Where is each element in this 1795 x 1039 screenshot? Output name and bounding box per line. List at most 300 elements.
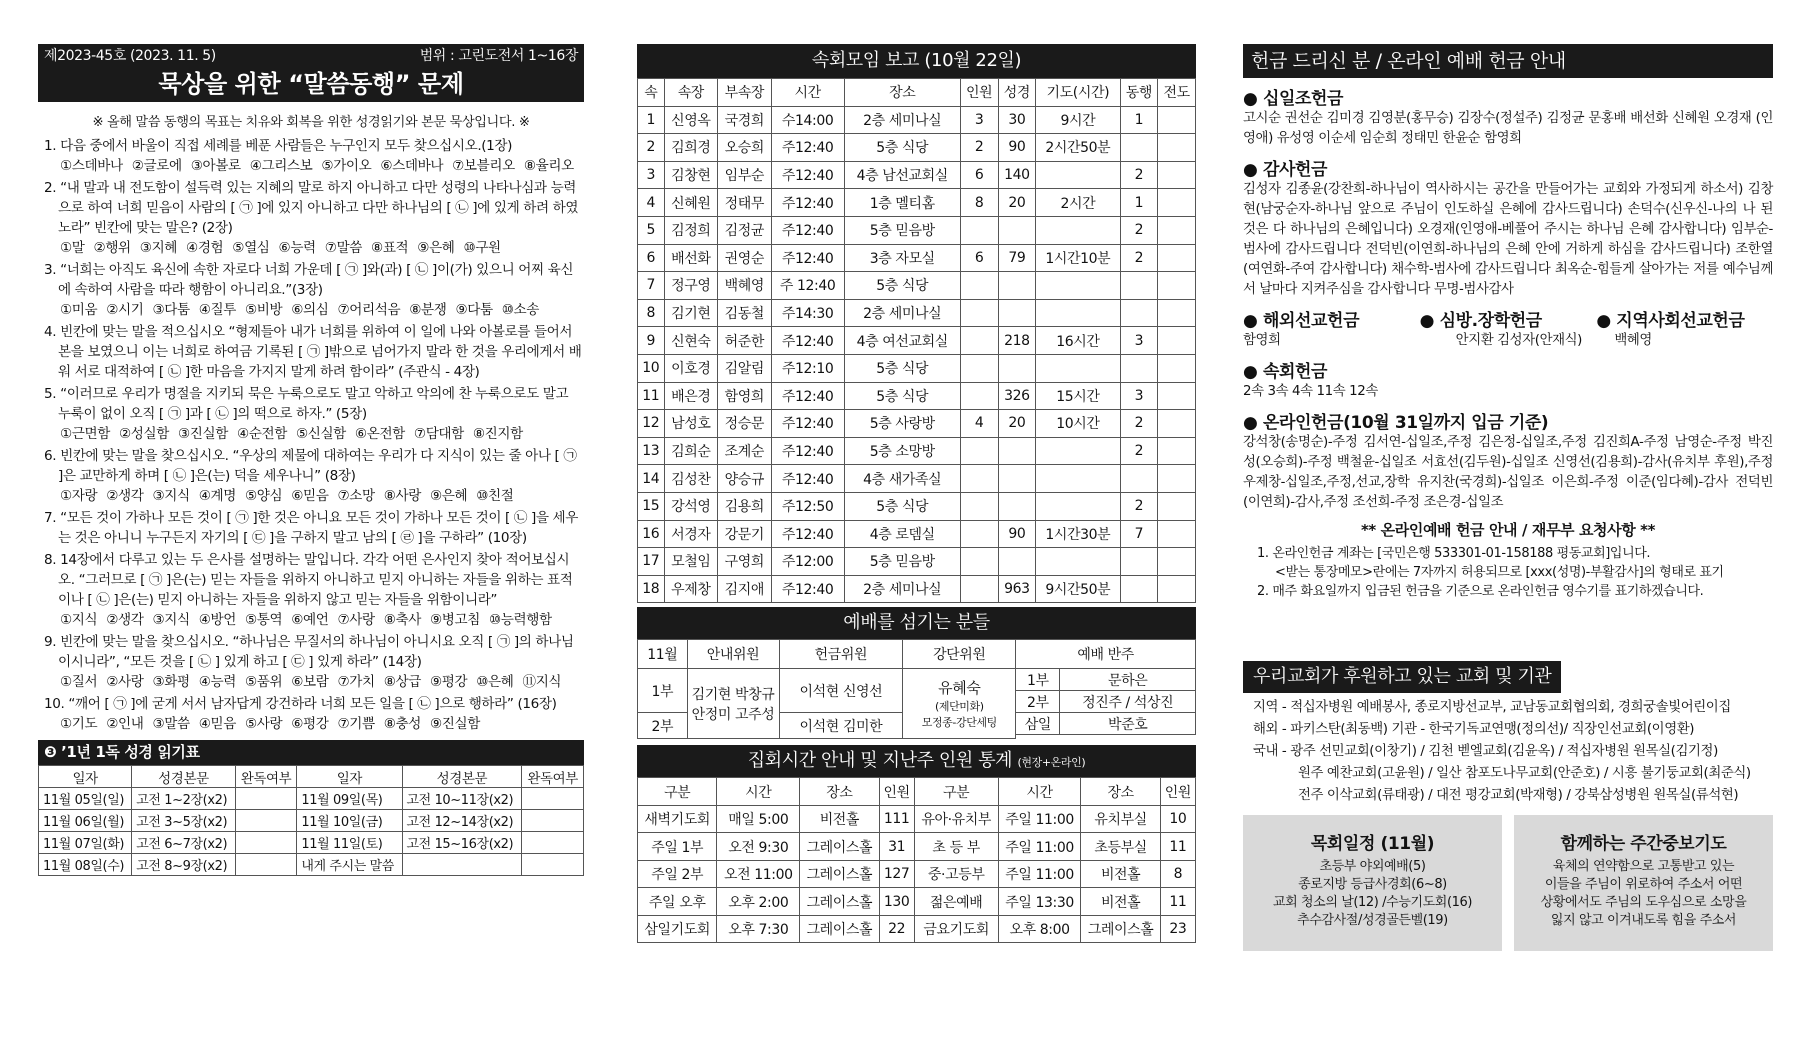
meeting-cell: 2 bbox=[1120, 244, 1158, 272]
question-list bbox=[38, 136, 584, 734]
h-usher: 안내위원 bbox=[687, 640, 779, 669]
schedule-cell: 23 bbox=[1160, 915, 1195, 943]
meeting-cell: 김성찬 bbox=[664, 465, 718, 493]
schedule-cell: 그레이스홀 bbox=[800, 888, 879, 916]
misc-offerings bbox=[1243, 306, 1773, 351]
meeting-cell bbox=[1036, 216, 1120, 244]
meeting-cell: 4 bbox=[638, 189, 665, 217]
meeting-cell: 주12:40 bbox=[771, 327, 844, 355]
meeting-cell bbox=[998, 492, 1036, 520]
meeting-cell: 30 bbox=[998, 106, 1036, 134]
schedule-header: 인원 bbox=[1160, 778, 1195, 806]
meeting-cell: 1시간10분 bbox=[1036, 244, 1120, 272]
meeting-cell bbox=[960, 327, 998, 355]
tithe-list: 고시순 권선순 김미경 김영분(홍무승) 김장수(정설주) 김정균 문홍배 배선화 신혜원 오경재 (인영애) 유성영 이순세 임순희 정태민 한윤순 함영희 bbox=[1243, 111, 1773, 146]
meeting-cell: 양승규 bbox=[718, 465, 772, 493]
meeting-cell bbox=[1158, 575, 1196, 603]
pastoral-title: 목회일정 (11월) bbox=[1310, 834, 1435, 854]
option: ⑤통역 bbox=[245, 612, 283, 628]
support-list bbox=[1243, 697, 1773, 807]
option: ⑥능력 bbox=[278, 240, 316, 256]
meeting-cell: 오승희 bbox=[718, 134, 772, 162]
schedule-cell: 그레이스홀 bbox=[1081, 915, 1160, 943]
schedule-cell: 매일 5:00 bbox=[717, 805, 800, 833]
option: ⑩구원 bbox=[463, 240, 501, 256]
meeting-cell: 4층 남선교회실 bbox=[844, 161, 960, 189]
meeting-cell bbox=[1158, 106, 1196, 134]
local-block bbox=[1596, 306, 1773, 351]
option: ⑥평강 bbox=[291, 716, 329, 732]
meeting-row bbox=[638, 410, 1196, 438]
meeting-cell: 배선화 bbox=[664, 244, 718, 272]
meeting-cell: 주12:40 bbox=[771, 437, 844, 465]
meeting-cell bbox=[1158, 548, 1196, 576]
meeting-cell: 5층 식당 bbox=[844, 134, 960, 162]
option: ④능력 bbox=[198, 674, 236, 690]
meeting-header: 장소 bbox=[844, 79, 960, 107]
meeting-cell bbox=[1158, 216, 1196, 244]
option: ⑧축사 bbox=[383, 612, 421, 628]
w2: 2부 bbox=[638, 713, 688, 739]
option: ⑦가치 bbox=[337, 674, 375, 690]
meeting-header: 시간 bbox=[771, 79, 844, 107]
reading-cell bbox=[522, 854, 584, 876]
option: ⑧사랑 bbox=[383, 488, 421, 504]
meeting-cell: 신혜원 bbox=[664, 189, 718, 217]
meeting-cell bbox=[1158, 244, 1196, 272]
option: ③다툼 bbox=[152, 302, 190, 318]
option: ③지식 bbox=[152, 612, 190, 628]
option: ②글로에 bbox=[131, 158, 182, 174]
meeting-cell: 13 bbox=[638, 437, 665, 465]
acc1: 문하은 bbox=[1060, 669, 1196, 691]
issue-header bbox=[38, 44, 584, 68]
schedule-cell: 오후 2:00 bbox=[717, 888, 800, 916]
prayer-line: 상황에서도 주님의 도우심으로 소망을 bbox=[1540, 895, 1747, 910]
option: ①미움 bbox=[60, 302, 98, 318]
meeting-cell: 7 bbox=[638, 272, 665, 300]
meeting-cell bbox=[1036, 272, 1120, 300]
meeting-cell: 963 bbox=[998, 575, 1036, 603]
meeting-header: 기도(시간) bbox=[1036, 79, 1120, 107]
question bbox=[38, 178, 584, 258]
option: ④질투 bbox=[198, 302, 236, 318]
meeting-cell: 1시간30분 bbox=[1036, 520, 1120, 548]
meeting-cell bbox=[960, 272, 998, 300]
option: ③말씀 bbox=[152, 716, 190, 732]
h-accomp: 예배 반주 bbox=[1016, 640, 1196, 669]
meeting-cell: 남성호 bbox=[664, 410, 718, 438]
local-list: 백혜영 bbox=[1614, 333, 1652, 348]
altar-note2: 모정종-강단세팅 bbox=[921, 716, 997, 730]
reading-cell: 고전 8~9장(ⅹ2) bbox=[132, 854, 235, 876]
question-options bbox=[58, 300, 584, 320]
question-text: 4. 빈칸에 맞는 말을 적으십시오 “형제들아 내가 너희를 위하여 이 일에 나와 아볼로를 들어서 본을 보였으니 이는 너희로 하여금 기록된 [ ㉠ ]밖으로 넘어가지 말라 한 것을 우리에게서 배워 서로 대적하여 [ ㉡ ]한 마음을 가지지 말게 하려 함이라” (주관식 - 4장) bbox=[44, 324, 582, 380]
page-title: 묵상을 위한 “말씀동행” 문제 bbox=[38, 68, 584, 102]
reading-header: 성경본문 bbox=[132, 766, 235, 788]
schedule-cell: 오후 8:00 bbox=[998, 915, 1081, 943]
pastoral-box bbox=[1243, 815, 1502, 951]
question-text: 6. 빈칸에 맞는 말을 찾으십시오. “우상의 제물에 대하여는 우리가 다 지식이 있는 줄 아나 [ ㉠ ]은 교만하게 하며 [ ㉡ ]은(는) 덕을 세우나니” (8장) bbox=[44, 448, 577, 484]
question-options bbox=[58, 156, 584, 176]
reading-row bbox=[39, 810, 584, 832]
reading-cell bbox=[522, 788, 584, 810]
meeting-row bbox=[638, 299, 1196, 327]
meeting-header: 성경 bbox=[998, 79, 1036, 107]
schedule-cell: 10 bbox=[1160, 805, 1195, 833]
meeting-cell: 4층 여선교회실 bbox=[844, 327, 960, 355]
reading-cell bbox=[235, 832, 297, 854]
meeting-cell: 모철임 bbox=[664, 548, 718, 576]
prayer-box bbox=[1514, 815, 1773, 951]
meeting-cell: 주12:00 bbox=[771, 548, 844, 576]
meeting-cell bbox=[960, 465, 998, 493]
option: ⑦기쁨 bbox=[337, 716, 375, 732]
schedule-cell: 11 bbox=[1160, 888, 1195, 916]
schedule-header: 장소 bbox=[1081, 778, 1160, 806]
altar-note1: (제단미화) bbox=[934, 700, 984, 714]
schedule-cell: 오후 7:30 bbox=[717, 915, 800, 943]
servers-table bbox=[637, 639, 1196, 739]
meeting-cell bbox=[1036, 161, 1120, 189]
schedule-header: 시간 bbox=[998, 778, 1081, 806]
meeting-cell: 김기현 bbox=[664, 299, 718, 327]
schedule-header: 인원 bbox=[879, 778, 914, 806]
question-options bbox=[58, 486, 584, 506]
schedule-cell: 130 bbox=[879, 888, 914, 916]
meeting-header: 전도 bbox=[1158, 79, 1196, 107]
meeting-cell bbox=[1158, 465, 1196, 493]
meeting-cell: 5 bbox=[638, 216, 665, 244]
meeting-cell: 서경자 bbox=[664, 520, 718, 548]
schedule-header: 시간 bbox=[717, 778, 800, 806]
reading-cell bbox=[235, 810, 297, 832]
notice-2: 2. 매주 화요일까지 입금된 헌금을 기준으로 온라인헌금 영수기를 표기하겠습니다. bbox=[1257, 584, 1704, 599]
meeting-cell: 9 bbox=[638, 327, 665, 355]
meeting-cell: 2 bbox=[960, 134, 998, 162]
option: ⑨은혜 bbox=[430, 488, 468, 504]
schedule-row bbox=[638, 860, 1196, 888]
meeting-cell: 2 bbox=[1120, 492, 1158, 520]
option: ①근면함 bbox=[60, 426, 110, 442]
meeting-cell: 정승문 bbox=[718, 410, 772, 438]
question-options bbox=[58, 610, 584, 630]
online-heading: ● 온라인헌금(10월 31일까지 입금 기준) bbox=[1243, 408, 1773, 433]
meeting-cell bbox=[960, 548, 998, 576]
schedule-row bbox=[638, 805, 1196, 833]
meeting-cell: 11 bbox=[638, 382, 665, 410]
meeting-cell bbox=[998, 354, 1036, 382]
meeting-cell: 정태무 bbox=[718, 189, 772, 217]
question-options bbox=[58, 672, 584, 692]
meeting-cell: 7 bbox=[1120, 520, 1158, 548]
scholar-heading: ● 심방.장학헌금 bbox=[1420, 306, 1597, 331]
schedule-cell: 오전 11:00 bbox=[717, 860, 800, 888]
option: ⑧율리오 bbox=[523, 158, 574, 174]
question bbox=[38, 632, 584, 692]
meeting-cell: 90 bbox=[998, 520, 1036, 548]
support-title: 우리교회가 후원하고 있는 교회 및 기관 bbox=[1243, 661, 1561, 693]
meeting-cell: 79 bbox=[998, 244, 1036, 272]
issue-number: 제2023-45호 (2023. 11. 5) bbox=[44, 48, 216, 64]
meeting-header: 속장 bbox=[664, 79, 718, 107]
support-line: 해외 - 파키스탄(최동백) 기관 - 한국기독교연맹(정의선)/ 직장인선교회(이영환) bbox=[1253, 722, 1695, 737]
option: ⑦사랑 bbox=[337, 612, 375, 628]
meeting-cell: 10 bbox=[638, 354, 665, 382]
option: ⑧분쟁 bbox=[409, 302, 447, 318]
question-text: 2. “내 말과 내 전도함이 설득력 있는 지혜의 말로 하지 아니하고 다만 성령의 나타나심과 능력으로 하여 너희 믿음이 사람의 [ ㉠ ]에 있지 아니하고 다만 하나님의 [ ㉡ ]에 있게 하려 하였노라” 빈칸에 맞는 말은? (2장) bbox=[44, 180, 579, 236]
meeting-cell: 5층 식당 bbox=[844, 272, 960, 300]
question bbox=[38, 322, 584, 382]
schedule-cell: 11 bbox=[1160, 833, 1195, 861]
meeting-cell bbox=[960, 354, 998, 382]
option: ⑨진실함 bbox=[430, 716, 480, 732]
meeting-cell: 주12:40 bbox=[771, 161, 844, 189]
meeting-row bbox=[638, 465, 1196, 493]
option: ②시기 bbox=[106, 302, 144, 318]
meeting-cell: 3층 자모실 bbox=[844, 244, 960, 272]
meeting-cell: 1층 멜티홈 bbox=[844, 189, 960, 217]
meeting-cell: 5층 사랑방 bbox=[844, 410, 960, 438]
option: ①기도 bbox=[60, 716, 98, 732]
meeting-cell bbox=[1158, 161, 1196, 189]
pastoral-item: 종로지방 등급사경회(6~8) bbox=[1298, 877, 1447, 892]
reading-cell bbox=[235, 788, 297, 810]
meeting-cell: 김지애 bbox=[718, 575, 772, 603]
meeting-cell: 임부순 bbox=[718, 161, 772, 189]
scholar-block bbox=[1420, 306, 1597, 351]
reading-header: 성경본문 bbox=[402, 766, 522, 788]
online-list: 강석창(송명순)-주정 김서연-십일조,주정 김은정-십일조,주정 김진희A-주정 남영순-주정 박진성(오승희)-주정 백철윤-십일조 서효선(김두원)-십일조 신영선(김용희)-감사(유치부 후원),주정 우제창-십일조,주정,선교,장학 유지찬(국경희)-십일조 이은희-주정 이준(임다혜)-감사 전덕빈(이연희)-감사,주정 조선희-주정 조은경-십일조 bbox=[1243, 435, 1773, 510]
option: ②성실함 bbox=[118, 426, 169, 442]
option: ②생각 bbox=[106, 488, 144, 504]
meeting-cell bbox=[960, 575, 998, 603]
support-line: 지역 - 적십자병원 예배봉사, 종로지방선교부, 교남동교회협의회, 경희궁솔빛어린이집 bbox=[1253, 700, 1731, 715]
question-text: 7. “모든 것이 가하나 모든 것이 [ ㉠ ]한 것은 아니요 모든 것이 가하나 모든 것이 [ ㉡ ]을 세우는 것은 아니니 누구든지 자기의 [ ㉢ ]을 구하지 말고 남의 [ ㉣ ]을 구하라” (10장) bbox=[44, 510, 578, 546]
reading-cell: 11월 08일(수) bbox=[39, 854, 132, 876]
reading-cell bbox=[235, 854, 297, 876]
schedule-title-text: 집회시간 안내 및 지난주 인원 통계 bbox=[747, 750, 1013, 772]
meeting-cell: 14 bbox=[638, 465, 665, 493]
option: ⑤신실함 bbox=[295, 426, 346, 442]
meeting-row bbox=[638, 327, 1196, 355]
option: ②인내 bbox=[106, 716, 144, 732]
meeting-cell: 2층 세미나실 bbox=[844, 106, 960, 134]
reading-cell: 고전 6~7장(ⅹ2) bbox=[132, 832, 235, 854]
meeting-cell: 김용희 bbox=[718, 492, 772, 520]
cell-heading: ● 속회헌금 bbox=[1243, 357, 1773, 382]
notice-1b: <받는 통장메모>란에는 7자까지 허용되므로 [xxx(성명)-부활감사]의 형태로 표기 bbox=[1275, 565, 1724, 580]
reading-cell: 내게 주시는 말씀 bbox=[297, 854, 402, 876]
meeting-cell: 주12:40 bbox=[771, 382, 844, 410]
acc2-label: 2부 bbox=[1016, 691, 1060, 713]
reading-header: 일자 bbox=[39, 766, 132, 788]
meeting-cell bbox=[1158, 272, 1196, 300]
meeting-cell: 1 bbox=[638, 106, 665, 134]
meeting-cell bbox=[1120, 465, 1158, 493]
meeting-cell bbox=[1120, 548, 1158, 576]
servers-month: 11월 bbox=[638, 640, 688, 669]
support-line: 원주 예찬교회(고윤원) / 일산 참포도나무교회(안준호) / 시흥 불기둥교회(최준식) bbox=[1298, 766, 1751, 781]
option: ⑥스데바나 bbox=[380, 158, 444, 174]
meeting-cell: 6 bbox=[638, 244, 665, 272]
meeting-cell bbox=[960, 382, 998, 410]
question-text: 9. 빈칸에 맞는 말을 찾으십시오. “하나님은 무질서의 하나님이 아니시요 오직 [ ㉠ ]의 하나님이시니라”, “모든 것을 [ ㉡ ] 있게 하고 [ ㉢ ] 있게 하라” (14장) bbox=[44, 634, 574, 670]
meeting-cell bbox=[960, 520, 998, 548]
meeting-cell: 수14:00 bbox=[771, 106, 844, 134]
option: ①스데바나 bbox=[60, 158, 123, 174]
question-text: 1. 다음 중에서 바울이 직접 세례를 베푼 사람들은 누구인지 모두 찾으십시오.(1장) bbox=[44, 138, 513, 154]
meeting-cell: 허준한 bbox=[718, 327, 772, 355]
meeting-row bbox=[638, 244, 1196, 272]
option: ⑨병고침 bbox=[430, 612, 480, 628]
meeting-cell: 15시간 bbox=[1036, 382, 1120, 410]
reports-column bbox=[637, 44, 1196, 943]
meeting-cell bbox=[1158, 299, 1196, 327]
schedule-cell: 초등부실 bbox=[1081, 833, 1160, 861]
meeting-cell: 16시간 bbox=[1036, 327, 1120, 355]
schedule-cell: 유치부실 bbox=[1081, 805, 1160, 833]
support-line: 전주 이삭교회(류태광) / 대전 평강교회(박재형) / 강북삼성병원 원목실(류석현) bbox=[1298, 788, 1739, 803]
meeting-cell: 3 bbox=[960, 106, 998, 134]
option: ②생각 bbox=[106, 612, 144, 628]
option: ⑩은혜 bbox=[476, 674, 514, 690]
reading-cell: 11월 06일(월) bbox=[39, 810, 132, 832]
meeting-cell bbox=[1158, 492, 1196, 520]
meeting-cell: 1 bbox=[1120, 106, 1158, 134]
schedule-table bbox=[637, 777, 1196, 943]
meeting-cell: 140 bbox=[998, 161, 1036, 189]
option: ①말 bbox=[60, 240, 85, 256]
meeting-row bbox=[638, 492, 1196, 520]
meeting-cell: 2 bbox=[638, 134, 665, 162]
option: ③지혜 bbox=[139, 240, 178, 256]
meeting-cell: 16 bbox=[638, 520, 665, 548]
reading-cell: 11월 10일(금) bbox=[297, 810, 402, 832]
pastoral-item: 초등부 야외예배(5) bbox=[1319, 859, 1426, 874]
schedule-cell: 주일 1부 bbox=[638, 833, 717, 861]
option: ⑪지식 bbox=[522, 674, 562, 690]
meeting-cell bbox=[998, 216, 1036, 244]
meeting-cell: 정구영 bbox=[664, 272, 718, 300]
meeting-cell: 9시간50분 bbox=[1036, 575, 1120, 603]
meeting-cell bbox=[1036, 492, 1120, 520]
meeting-cell: 4층 새가족실 bbox=[844, 465, 960, 493]
quiz-column bbox=[38, 44, 584, 876]
meeting-cell: 국경희 bbox=[718, 106, 772, 134]
meeting-cell: 주12:40 bbox=[771, 520, 844, 548]
option: ②행위 bbox=[93, 240, 131, 256]
reading-cell bbox=[522, 832, 584, 854]
cell-list: 2속 3속 4속 11속 12속 bbox=[1243, 384, 1378, 399]
option: ④계명 bbox=[198, 488, 236, 504]
schedule-cell: 새벽기도회 bbox=[638, 805, 717, 833]
meeting-cell bbox=[1158, 382, 1196, 410]
option: ⑤가이오 bbox=[321, 158, 372, 174]
meeting-cell bbox=[1158, 134, 1196, 162]
meeting-cell: 5층 식당 bbox=[844, 354, 960, 382]
meeting-cell: 배은경 bbox=[664, 382, 718, 410]
meeting-row bbox=[638, 161, 1196, 189]
meeting-cell: 주12:50 bbox=[771, 492, 844, 520]
option: ⑦담대함 bbox=[413, 426, 464, 442]
question bbox=[38, 260, 584, 320]
meeting-cell: 218 bbox=[998, 327, 1036, 355]
notice-1: 1. 온라인헌금 계좌는 [국민은행 533301-01-158188 평동교회]입니다. bbox=[1257, 546, 1651, 561]
acc2: 정진주 / 석상진 bbox=[1060, 691, 1196, 713]
meeting-cell bbox=[1158, 327, 1196, 355]
option: ⑥보람 bbox=[291, 674, 329, 690]
scholar-list: 안지환 김성자(안재식) bbox=[1455, 333, 1582, 348]
schedule-cell: 그레이스홀 bbox=[800, 860, 879, 888]
support-line: 국내 - 광주 선민교회(이창기) / 김천 벧엘교회(김윤옥) / 적십자병원 원목실(김기정) bbox=[1253, 744, 1718, 759]
option: ⑧충성 bbox=[383, 716, 421, 732]
option: ⑥온전함 bbox=[354, 426, 405, 442]
meeting-cell: 주14:30 bbox=[771, 299, 844, 327]
option: ②사랑 bbox=[106, 674, 144, 690]
meeting-row bbox=[638, 134, 1196, 162]
offering-title: 헌금 드리신 분 / 온라인 예배 헌금 안내 bbox=[1243, 44, 1773, 78]
option: ⑥예언 bbox=[291, 612, 329, 628]
option: ⑧상급 bbox=[383, 674, 421, 690]
option: ⑦소망 bbox=[337, 488, 375, 504]
ushers: 김기현 박창규 안정미 고주성 bbox=[687, 669, 779, 739]
option: ⑨평강 bbox=[430, 674, 468, 690]
schedule-cell: 금요기도회 bbox=[914, 915, 998, 943]
schedule-row bbox=[638, 915, 1196, 943]
thanks-heading: ● 감사헌금 bbox=[1243, 155, 1773, 180]
schedule-cell: 22 bbox=[879, 915, 914, 943]
meeting-cell bbox=[998, 299, 1036, 327]
meeting-cell bbox=[1158, 354, 1196, 382]
meeting-header: 속 bbox=[638, 79, 665, 107]
reading-cell: 11월 07일(화) bbox=[39, 832, 132, 854]
reading-title: ❸ ’1년 1독 성경 읽기표 bbox=[38, 740, 584, 765]
meeting-row bbox=[638, 272, 1196, 300]
meeting-cell bbox=[1036, 354, 1120, 382]
pastoral-item: 교회 청소의 날(12) /수능기도회(16) bbox=[1272, 895, 1473, 910]
meeting-cell bbox=[998, 272, 1036, 300]
servers-title: 예배를 섬기는 분들 bbox=[637, 607, 1196, 639]
meeting-row bbox=[638, 382, 1196, 410]
schedule-cell: 유아·유치부 bbox=[914, 805, 998, 833]
meeting-cell: 9시간 bbox=[1036, 106, 1120, 134]
meeting-cell: 5층 소망방 bbox=[844, 437, 960, 465]
mission-block bbox=[1243, 306, 1420, 351]
question-text: 10. “깨어 [ ㉠ ]에 굳게 서서 남자답게 강건하라 너희 모든 일을 [ ㉡ ]으로 행하라” (16장) bbox=[44, 696, 557, 712]
schedule-cell: 중·고등부 bbox=[914, 860, 998, 888]
meeting-cell: 2 bbox=[1120, 410, 1158, 438]
option: ①자랑 bbox=[60, 488, 98, 504]
schedule-cell: 그레이스홀 bbox=[800, 915, 879, 943]
meeting-cell bbox=[1120, 354, 1158, 382]
schedule-header: 구분 bbox=[638, 778, 717, 806]
prayer-line: 이들을 주님이 위로하여 주소서 어떤 bbox=[1544, 877, 1743, 892]
meeting-cell: 8 bbox=[960, 189, 998, 217]
reading-cell bbox=[402, 854, 522, 876]
meeting-cell: 5층 믿음방 bbox=[844, 216, 960, 244]
option: ⑨은혜 bbox=[417, 240, 455, 256]
meeting-cell: 백혜영 bbox=[718, 272, 772, 300]
option: ⑥믿음 bbox=[291, 488, 329, 504]
schedule-cell: 젊은예배 bbox=[914, 888, 998, 916]
option: ④믿음 bbox=[198, 716, 236, 732]
meeting-row bbox=[638, 106, 1196, 134]
question bbox=[38, 508, 584, 548]
meeting-cell bbox=[960, 492, 998, 520]
altar-name: 유혜숙 bbox=[938, 679, 981, 698]
option: ⑧진지함 bbox=[472, 426, 523, 442]
